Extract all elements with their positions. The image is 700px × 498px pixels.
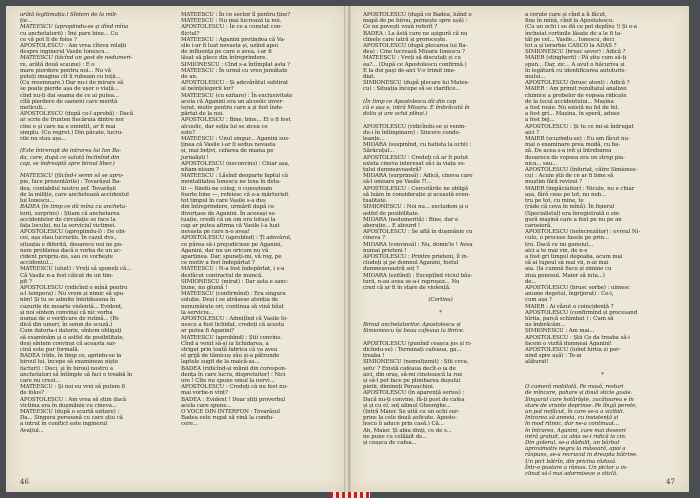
text-line: aici ? bbox=[525, 129, 539, 136]
text-line: părtat de la noi. bbox=[181, 111, 224, 118]
text-line: ce vă pot fi de folos ? bbox=[20, 36, 77, 43]
text-line: APOSTOLESCU : Și tu ce mi-ai îndrugat bbox=[525, 123, 634, 130]
text-line: Un pict bătrîn, din pricina rădasă. bbox=[525, 458, 617, 465]
text-line: accidentul... bbox=[20, 260, 53, 267]
text-line: rile nu stau așa... bbox=[20, 136, 67, 143]
text-line: mului... bbox=[525, 74, 546, 81]
text-line: MATEESCU : Unul singur... Aganini sus- bbox=[181, 136, 290, 143]
text-line: MIOARA (convinsă) : Nu, domn'le ! Avea bbox=[363, 241, 473, 248]
text-line: la serviciu... bbox=[181, 309, 214, 316]
text-line: tualitate. bbox=[363, 198, 388, 205]
text-line: Ce ne povești vouă referit ? bbox=[363, 24, 438, 31]
text-line: gură mașină care a fost pe nu pe an bbox=[525, 216, 622, 223]
text-line: ar putea fi Aganini? bbox=[181, 328, 235, 335]
text-line: anchetatori să întîmple să faci o treabă în bbox=[20, 371, 133, 378]
text-line: SIMIONESCU : Am mai... bbox=[525, 328, 595, 335]
text-line: nim! Și tu se admite întotdeauna în bbox=[20, 297, 116, 304]
text-line: în mod ritmic, dar ne-a continuat... bbox=[525, 421, 619, 428]
text-line: lăsat să plece din întreprindere. bbox=[181, 55, 268, 62]
text-line: cu) : Acum știi de ce ar fi bine să bbox=[525, 173, 614, 180]
left-page-number: 46 bbox=[20, 478, 29, 486]
text-line: APOSTOLESCU (apropiindu-l) : De obi- bbox=[20, 229, 127, 236]
text-line: pit ? bbox=[20, 278, 32, 285]
text-line: APOSTOLESCU (înfuriat, către Simiones- bbox=[525, 167, 638, 174]
text-line: ziua ponosul. Maier să iuta...) bbox=[525, 272, 605, 279]
text-line: spun... Dar, zic... A avut o hăcuriva și bbox=[525, 61, 625, 68]
text-line: cei, așa stau lucrurile. În cazul dvs., bbox=[20, 235, 117, 242]
text-line: mai o examinare prea modă, cu ba- bbox=[525, 142, 621, 149]
text-line: MATEESCU (uluit) : Vreți să spuneți că... bbox=[20, 266, 132, 273]
text-line: (Specialistul) era înregistrată o sin- bbox=[525, 210, 621, 217]
text-line: lii — fiindu-ne coleg, o cunoșteam bbox=[181, 185, 273, 192]
text-line: Dacă nu-ți convine, fă-ți post de cafea bbox=[363, 396, 465, 403]
text-line: numai prieteni ! bbox=[363, 247, 407, 254]
text-line: și ceașca de cafea... bbox=[363, 440, 417, 447]
text-line: cîtă pierdere de oameni care merită bbox=[20, 98, 118, 105]
text-line: astfel de posibilitate. bbox=[363, 210, 420, 217]
text-line: Cînd a venit să-și ia lichidarea, a bbox=[181, 340, 269, 347]
text-line: al neînțelegerii lor? bbox=[181, 86, 234, 93]
text-line: du-i în întîmpinare) : Sincere condo- bbox=[363, 129, 461, 136]
text-line: facem o vizită dumneai Aganini! bbox=[525, 340, 612, 347]
text-line: exista cineva interesat să-i ia viața so- bbox=[363, 160, 466, 167]
text-line: APOSTOLESCU : Admițînd că Vasile Io- bbox=[181, 315, 288, 322]
text-line: ținea că Vasile i-ar fi sedus nevasta bbox=[181, 142, 276, 149]
text-line: ce părea să-i prejudicieze pe Aganini, bbox=[181, 241, 283, 248]
text-line: de mîncare, pahare și două sticle goale. bbox=[525, 390, 633, 397]
text-line: nica... sau... bbox=[525, 160, 558, 167]
text-line: O cameră mobilată. Pe masă, resturi bbox=[525, 384, 624, 391]
text-line: BADEA (în timp ce dă mîna cu ancheta- bbox=[20, 204, 127, 211]
text-line: cludeți și pe domnul Aganini, fostul bbox=[363, 260, 459, 267]
text-line: că e așa e, intră Mioara. E îmbrăcată în bbox=[363, 105, 470, 112]
text-line: deși sîntem convinși că aceasta sar- bbox=[20, 340, 117, 347]
text-line: doliu și are ochii plînși.) bbox=[363, 111, 428, 118]
text-line: culo, o procese fasele pe prin... bbox=[525, 235, 609, 242]
text-line: dea) : Cine lucrează Mioara Ionescu ? bbox=[363, 49, 465, 56]
text-line: APOSTOLESCU : În ce a constat con- bbox=[181, 24, 282, 31]
text-line: nitam-nisam ? bbox=[181, 167, 219, 174]
text-line: este? bbox=[181, 129, 195, 136]
text-line: Că Vasile n-a fost călcat de un tim- bbox=[20, 272, 114, 279]
text-line: (Cu un ochi i se dă ce pot deplîns !) Și e-a bbox=[525, 24, 637, 31]
text-line: desfăcut contractul de muncă. bbox=[181, 272, 263, 279]
text-line: MIOARA (surprinsă) : Adică, cineva care bbox=[363, 173, 473, 180]
text-line: MATEESCU : Nu mai lucrează la noi. bbox=[181, 18, 282, 25]
text-line: de folos? bbox=[20, 390, 44, 397]
text-line: cident propriu-zis, sau ce vorbește bbox=[20, 253, 113, 260]
text-line: Badea este rugat să vină la condu- bbox=[181, 415, 274, 422]
text-line: MATEESCU (după o scurtă ezitare) : bbox=[20, 409, 120, 415]
text-line: și să-l pot face pe plimbarea dușului bbox=[363, 377, 461, 384]
text-line: APOSTOLESCU : Știi Ce da treaba să-i bbox=[525, 334, 630, 341]
text-line: terat, motiv pentru care a și fost înde- bbox=[181, 105, 284, 112]
text-line: BADEA : Evident ! Doar știți proverbul bbox=[181, 396, 286, 403]
text-line: fine în mînă, cînd la Apostolescu. bbox=[525, 18, 615, 25]
text-line: cineva ? bbox=[363, 235, 385, 242]
text-line: jurnaliști ! bbox=[181, 154, 209, 161]
text-line: facturi) : Deci, și în biroul nostru a bbox=[20, 365, 113, 372]
text-line: aproximativ negru la măsoară, apoi a bbox=[525, 446, 626, 453]
text-line: numai de o verificare de rutină... (Ri- bbox=[20, 315, 120, 322]
text-line: aici, din oraș, să-mi cinstească la rue bbox=[363, 371, 463, 378]
text-line: MIOARA (suspinînd, cu batista la ochi) : bbox=[363, 142, 472, 149]
text-line: treaba ! bbox=[363, 353, 385, 360]
text-line: APOSTOLESCU (după ce Badea, luînd o bbox=[363, 12, 472, 18]
text-line: diat. bbox=[363, 74, 376, 81]
text-line: un pat nefăcut, în care se-a a vizibili. bbox=[525, 409, 625, 415]
text-line: sile i-ar fi luat nevasta și, uzînd apoi bbox=[181, 43, 278, 50]
text-line: pie, face prezentările) : Tovarășul Ba- bbox=[20, 179, 121, 186]
text-line: carosieră. bbox=[525, 222, 552, 229]
text-line: să-l omoare pe Vasile ?!... bbox=[363, 179, 432, 186]
text-line: a-l tempera) : Nu vrem și nimic să spu- bbox=[20, 291, 125, 298]
text-line: APOSTOLESCU : Cercetările ne obligă bbox=[363, 185, 469, 192]
text-line: Intrarea să anneia, cu insistență și bbox=[525, 415, 619, 422]
text-line: turii, n-au avea se-a-i reproșez... Nu bbox=[363, 278, 460, 285]
text-line: APOSTOLESCU : Credeți că ar fi putut bbox=[363, 154, 469, 161]
text-line: APOSTOLESCU : Am vrea cîteva relații bbox=[20, 43, 127, 50]
text-line: MATEESCU (tăcînd un gest de nedumeri- bbox=[20, 55, 133, 62]
text-line: dența în care lucra, dispretuitor) : Nici bbox=[181, 371, 286, 378]
text-line: APOSTOLESCU : Printre prieteni, îl in- bbox=[363, 253, 469, 260]
text-line: APOSTOLESCU (luînd hîrtia și por- bbox=[525, 346, 621, 353]
text-line: MATEESCU (aprobînd) : Știi convins. bbox=[181, 334, 282, 341]
text-line: Aganini, dar nu un oricum nu vă bbox=[181, 247, 269, 254]
text-line: mapă de pe birou, pornește spre ușă) : bbox=[363, 18, 468, 25]
text-line: așa, fără ceas pe tot, nu neb... bbox=[525, 191, 606, 198]
text-line: APOSTOLESCU (aprobînd) : Ți adevărul, bbox=[181, 235, 292, 242]
text-line: da, care, după ce salută înclinînd din bbox=[20, 154, 120, 161]
text-line: pietii, dimineți Parauchini. bbox=[363, 384, 435, 391]
right-page-number: 47 bbox=[666, 478, 675, 486]
text-line: hîrtia, parcă schimbat ) : Cum să bbox=[525, 315, 614, 322]
text-line: MATEESCU : În urmă cu vreo jumătate bbox=[181, 67, 288, 74]
left-page-column-2 bbox=[181, 12, 336, 474]
text-line: alăturat! bbox=[525, 359, 549, 366]
text-line: clinat să-l mai adormiseze o sticlă. bbox=[525, 471, 618, 478]
text-line: tăl pe cel... Vasile... Ionescu, deci bbox=[525, 36, 615, 43]
text-line: mentalitatea Ionescu ne loxa în deta- bbox=[181, 179, 281, 186]
text-line: Avațiul... bbox=[20, 427, 44, 434]
text-line: ce motiv a fost îndepărtat ? bbox=[181, 260, 255, 267]
text-line: cap ar putea afirma că Vasile l-a luat bbox=[181, 222, 280, 229]
text-line: și, mai bețivi, cefarea de mama pe bbox=[181, 148, 274, 155]
text-line: strigat prin toată fabrica că va avea bbox=[181, 346, 278, 353]
text-line: despre inginerul Vasile Ionescu... bbox=[20, 49, 110, 56]
text-line: Da... Singura persoană cu care știu că bbox=[20, 415, 123, 422]
text-line: SIMIONESCU : Noi nu... excludem și o bbox=[363, 204, 469, 211]
text-line: aici a te mai vin, de n-e bbox=[525, 247, 588, 254]
text-line: mare pierdere pentru noi... Nu vă bbox=[20, 67, 111, 74]
text-line: de la locul accidentului... Mașina bbox=[525, 98, 614, 105]
text-line: APOSTOLESCU : Am vrea să știm dacă bbox=[20, 396, 127, 403]
text-line: (râde că ceva în mînă). În fișierul bbox=[525, 204, 615, 211]
text-line: țiune, nu glumă ! bbox=[181, 284, 228, 291]
text-line: de... bbox=[525, 278, 537, 285]
text-line: Sărăcuțul... bbox=[363, 148, 395, 155]
text-line: cină este pur formală. bbox=[20, 346, 80, 353]
right-page-column-2 bbox=[525, 12, 680, 478]
text-line: MAIER (impăciuitor) : Nicule, nu e chiar bbox=[525, 185, 635, 192]
text-line: victima era în dușmănie cu cineva... bbox=[20, 402, 117, 409]
text-line: APOSTOLESCU (neconvins) : Chiar așa, bbox=[181, 160, 290, 167]
text-line: flictul? bbox=[181, 30, 200, 37]
text-line: nind spre ușă) : Te-ai bbox=[525, 353, 582, 360]
text-line: MAIER : Am primit rezultatul analizei bbox=[525, 86, 627, 93]
text-line: șefu' ? Există cafeaua decît-o ia de bbox=[363, 365, 456, 372]
text-line: în întrarea, Aganini, care mai deseori bbox=[525, 427, 626, 434]
text-line: meticuli... bbox=[20, 105, 47, 112]
text-line: și și cu el, soț alimul Gheorghe... bbox=[363, 402, 451, 409]
text-line: ar scrie de frunten fiecăruia dintre noi bbox=[20, 117, 124, 124]
text-line: aparținea. Dar, spuneți-mi, vă rog, pe bbox=[181, 253, 282, 260]
text-line: mai vorbe-n vînt? bbox=[181, 390, 228, 397]
text-line: foarte bine —, refeiesc că o-a mărturisit bbox=[181, 191, 289, 198]
text-line: cazurile de moarte violentă... Evident, bbox=[20, 303, 123, 310]
text-line: de la miliție, care anchetează accidentul bbox=[20, 191, 129, 198]
text-line: (În timp ce Apostolescu dă din cap bbox=[363, 98, 457, 105]
text-line: APOSTOLESCU : Se află în dușmănie cu bbox=[363, 229, 473, 236]
text-line: E la doi pași de-aici V-o trimit ime- bbox=[363, 67, 456, 74]
text-line: APOSTOLESCU : Credeți că nu fost nu- bbox=[181, 384, 288, 391]
text-line: nescu a fost lichidat, credeți că acesta bbox=[181, 322, 285, 329]
text-line: în legătură cu identificarea autoturis- bbox=[525, 67, 627, 74]
book-edge-bookmark bbox=[330, 492, 370, 498]
text-line: a cerute care și cînd a îi făcut, bbox=[525, 12, 607, 18]
text-line: ză. De acea s-a ivit și întrebarea bbox=[525, 148, 612, 155]
text-line: situația e diferită, deoarece noi ne pu- bbox=[20, 241, 123, 248]
text-line: APOSTOLESCU (neîncrezător) : evreul Ni- bbox=[525, 229, 641, 236]
text-line: BADEA (ridicînd-și mîinii din corespon- bbox=[181, 365, 287, 372]
text-line: dumneavoastră soț ? bbox=[363, 266, 419, 273]
text-line: MAIER : Ai văzut o coincidență ? bbox=[525, 303, 614, 310]
text-line: a fost gri... Mașina, în speră, aduse bbox=[525, 111, 620, 118]
text-line: el grijă de tămicuș său și-a pătrunde bbox=[181, 353, 280, 360]
text-line: chimice a probelor de vopsea ridicate bbox=[525, 92, 627, 99]
text-line: Biroul anchetatorilor. Apostolescu și bbox=[363, 322, 461, 329]
text-line: a fost roșie. Nu există nu fel de fel. bbox=[525, 105, 619, 112]
text-line: puteți imagina cît îi rubeam cu toții... bbox=[20, 74, 121, 81]
text-line: MATEESCU : Și noi eu vrei să putem fi bbox=[20, 384, 126, 391]
text-line: tru pe tot, cu mine, te bbox=[525, 198, 584, 205]
text-line: APOSTOLESCU : Și adevărătul subtirat bbox=[181, 80, 289, 87]
text-line: ție... bbox=[20, 18, 32, 25]
text-line: (Cortina) bbox=[428, 297, 453, 304]
text-line: arătă legitimația.) Sîntem de la mili- bbox=[20, 12, 118, 18]
text-line: cu anchetatorii) : Îmi pare bine... Cu bbox=[20, 30, 119, 37]
text-line: APOSTOLESCU (punînd ceașca jos și ri- bbox=[363, 340, 472, 347]
text-line: SIMIONESCU (nemulțumit) : Știi ceva, bbox=[363, 359, 469, 366]
text-line: (Cu resemnare.) Dar nu-i de mirare să bbox=[20, 80, 124, 87]
text-line: SIMIONESCU : Cînd s-a întîmplat asta ? bbox=[181, 61, 291, 68]
text-line: deoarece de vopsea era un strop pia- bbox=[525, 154, 625, 161]
text-line: MATEESCU (confirmînd) : Era singura bbox=[181, 291, 286, 298]
text-line: MATEESCU (apropiindu-se și dînd mîna bbox=[20, 24, 129, 31]
text-line: să ai tupeul să mai vii, n-ai mai bbox=[525, 260, 609, 267]
text-line: (Este întrerupt de intrarea lui Ion Ba- bbox=[20, 148, 121, 155]
text-line: fața locului, nu la serviciul victimei. bbox=[20, 222, 116, 229]
text-line: simplu. (Cu regret.) Din păcate, lucru- bbox=[20, 129, 123, 136]
text-line: cine e și care na e omintit, ar fi mai bbox=[20, 123, 116, 130]
text-line: să examinăm și o astfel de posibilitate, bbox=[20, 334, 125, 341]
text-line: cere... bbox=[181, 421, 198, 428]
text-line: tru. Dacă ce mi gunoiul... bbox=[525, 241, 594, 248]
text-line: acela care spune... bbox=[181, 402, 232, 409]
text-line: APOSTOLESCU (ridicîndu-se și venin- bbox=[363, 123, 466, 130]
text-line: prins la cele două șeficate. Aposto- bbox=[363, 415, 457, 422]
text-line: leanțe... bbox=[363, 136, 385, 143]
text-line: MATEESCU : Lăsînd deoparte faptul că bbox=[181, 173, 288, 180]
text-line: soluție. Deși i se atrăsese atenția de bbox=[181, 297, 279, 304]
text-line: APOSTOLESCU (ridicînd o mînă pentru bbox=[20, 284, 128, 291]
text-line: se poate pierde așa de ușor o viață... bbox=[20, 86, 119, 93]
text-line: SIMIONESCU (mirat) : Dar asta e sanc- bbox=[181, 278, 289, 285]
text-line: din întreprindere, urmărit după ce bbox=[181, 204, 275, 211]
text-line: MATEESCU (cu ezitare) : În exclusivitate bbox=[181, 92, 293, 99]
text-line: laptele sugit de la maică-sa... bbox=[181, 359, 260, 366]
text-line: Într-o postare a rămas. Un pictor a in- bbox=[525, 464, 628, 471]
text-line: tot timpul în care Vasile s-a dus bbox=[181, 198, 266, 205]
text-line: APOSTOLESCU : Bine, bine... El o fi fost bbox=[181, 117, 291, 124]
text-line: intră gratuit, ca abia se-i ridică la cin. bbox=[525, 433, 627, 440]
text-line: lui Ionescu... bbox=[20, 198, 55, 205]
text-line: APOSTOLESCU (confirmînd și procesand bbox=[525, 309, 638, 316]
text-line: Cum datoria-i datorie, sîntem obligați bbox=[20, 328, 122, 335]
text-line: nenumărate ori, continua să vină băut bbox=[181, 303, 284, 310]
text-line: clinele care latră și prorocește. bbox=[363, 36, 447, 43]
text-line: BADEA (rîde, în timp ce, apriidu-se la bbox=[20, 353, 122, 360]
text-line: BADEA : La ăstă care ne așigură că nu bbox=[363, 30, 468, 37]
text-line: ne pune cu celălalt de... bbox=[363, 433, 428, 440]
text-line: accidentelor de circulație se face la bbox=[20, 216, 116, 223]
text-line: cum așa ? bbox=[525, 297, 552, 304]
text-line: ore ! Cîte nu spune omul la nervi... bbox=[181, 377, 275, 384]
right-page bbox=[350, 6, 689, 492]
text-line: lescu îi aduce prin casă.) Că... bbox=[363, 421, 444, 428]
text-line: cred că ar fi în stare de violență. bbox=[363, 284, 451, 291]
text-line: și noi sîntem convinși că nic vorba bbox=[20, 309, 113, 316]
text-line: cînd nu-ți dai seama de ce ai putea... bbox=[20, 92, 119, 99]
text-line: Din golerul, se-a dădulit, un bărbat bbox=[525, 440, 620, 447]
text-line: * bbox=[601, 371, 604, 378]
text-line: torii, surprins) : Știam că anchetarea bbox=[20, 210, 120, 217]
text-line: tuație, credă că un om era totuși la bbox=[181, 216, 276, 223]
text-line: Simionescu își beau cafeaua la ibrice. bbox=[363, 328, 465, 335]
text-line: MAIER (stingherit) : Pă știu cum să-ți bbox=[525, 55, 627, 62]
text-line: acela că Aganini era un alcoolic inver- bbox=[181, 98, 284, 105]
text-line: să luăm în considerație și această even- bbox=[363, 191, 470, 198]
text-line: O VOCE DIN INTERFON : Tovarășul bbox=[181, 409, 280, 415]
text-line: de an. bbox=[181, 74, 198, 81]
text-line: APOSTOLESCU (după plecarea lui Ba- bbox=[363, 43, 468, 50]
text-line: APOSTOLESCU (brusc atent) : Adică ? bbox=[525, 80, 630, 87]
text-line: aia. (Ia cumnă fiscu și zimine cu bbox=[525, 266, 612, 273]
text-line: nem problema dacă e vorba de un ac- bbox=[20, 247, 122, 254]
text-line: aberație... E absurd ! bbox=[363, 222, 421, 229]
text-line: biroul lui, începe să examineze niște bbox=[20, 359, 119, 366]
left-page bbox=[6, 6, 345, 492]
text-line: MATEESCU : Aganini pretindea că Va- bbox=[181, 36, 286, 43]
text-line: tot a și ierarhie CASCO la ADAS ? bbox=[525, 43, 617, 50]
text-line: dică din umeri, în semn de scuză.) bbox=[20, 322, 113, 329]
text-line: dicîndu-se) : Terminați cafeaua, ga... bbox=[363, 346, 462, 353]
text-line: alcoolic, dar soția lui se zicea ce bbox=[181, 123, 268, 130]
text-line: APOSTOLESCU (brusc sorbe) : uimesc bbox=[525, 284, 630, 291]
text-line: răspuns, se-a recrucut in dreapta bătrine. bbox=[525, 452, 638, 459]
left-page-column-1 bbox=[20, 12, 175, 474]
text-line: * bbox=[439, 309, 442, 316]
text-line: APOSTOLESCU (după ce-l aprobă) : Dacă bbox=[20, 111, 133, 118]
text-line: MATEESCU : N-a fost îndepărtat, i s-a bbox=[181, 266, 285, 273]
text-line: ne îmbrăcăm... bbox=[525, 322, 566, 329]
text-line: MIOARA (ezitînd) : Excepțînd viciul bău- bbox=[363, 272, 473, 279]
text-line: încheiat cortinile lăsate de a le fi ta- bbox=[525, 30, 622, 37]
text-line: Ah, Maier. Și abia dinți, ce de s... bbox=[363, 427, 452, 434]
text-line: (Intră Maier. Se uită cu un ochi sur- bbox=[363, 409, 460, 415]
text-line: divorțase de Aganini. În aceeași se- bbox=[181, 210, 277, 217]
text-line: nevasta pe care n-o avea! bbox=[181, 229, 250, 236]
text-line: ea?... (După ce Apostolescu confirmă.) bbox=[363, 61, 467, 68]
text-line: anume degetul, îngrijorat) : Ce-i, bbox=[525, 291, 614, 298]
text-line: MATEESCU (făcînd-i semn să se apro- bbox=[20, 173, 124, 180]
text-line: APOSTOLESCU (în aparență serios) : bbox=[363, 390, 465, 397]
text-line: stare de vrunte deprinse. Pe lîngă perete, bbox=[525, 402, 638, 409]
text-line: cu) : Situația începe să se clarifice... bbox=[363, 86, 461, 93]
text-line: MATEESCU : Vreți să discutați și cu bbox=[363, 55, 461, 62]
text-line: a fost gri timpul degeaba, acum mai bbox=[525, 253, 623, 260]
text-line: a fost bej... bbox=[525, 117, 555, 124]
text-line: SIMIONESCU (după plecare lui Mates- bbox=[363, 80, 470, 87]
text-line: MIOARA (nedumerită) : Bine, dar e bbox=[363, 216, 459, 223]
text-line: SIMIONESCU (brusc sever) : Adică ? bbox=[525, 49, 626, 56]
text-line: MAIER (scuzindu-se) : Eu am făcut nu- bbox=[525, 136, 630, 143]
text-line: muștim fără revizui ? bbox=[525, 179, 583, 186]
text-line: de influența pe care o avea, i-ar fi bbox=[181, 49, 272, 56]
text-line: care nu crezi... bbox=[20, 377, 61, 384]
text-line: a intrat în conflict este inginerul bbox=[20, 421, 108, 428]
text-line: țului dumneavoastră? bbox=[363, 167, 422, 174]
text-line: Singurul care hotărăște, zucătoarea e în bbox=[525, 396, 634, 403]
text-line: dea, contabilul nostru șef. Tovarășii bbox=[20, 185, 116, 192]
text-line: cap, se îndreaptă spre biroul liber.) bbox=[20, 160, 115, 167]
text-line: MATEESCU : În ce sector îl pentru ține? bbox=[181, 12, 291, 18]
text-line: re, arătă două scaune) : E o bbox=[20, 61, 95, 68]
right-page-column-1 bbox=[363, 12, 518, 474]
